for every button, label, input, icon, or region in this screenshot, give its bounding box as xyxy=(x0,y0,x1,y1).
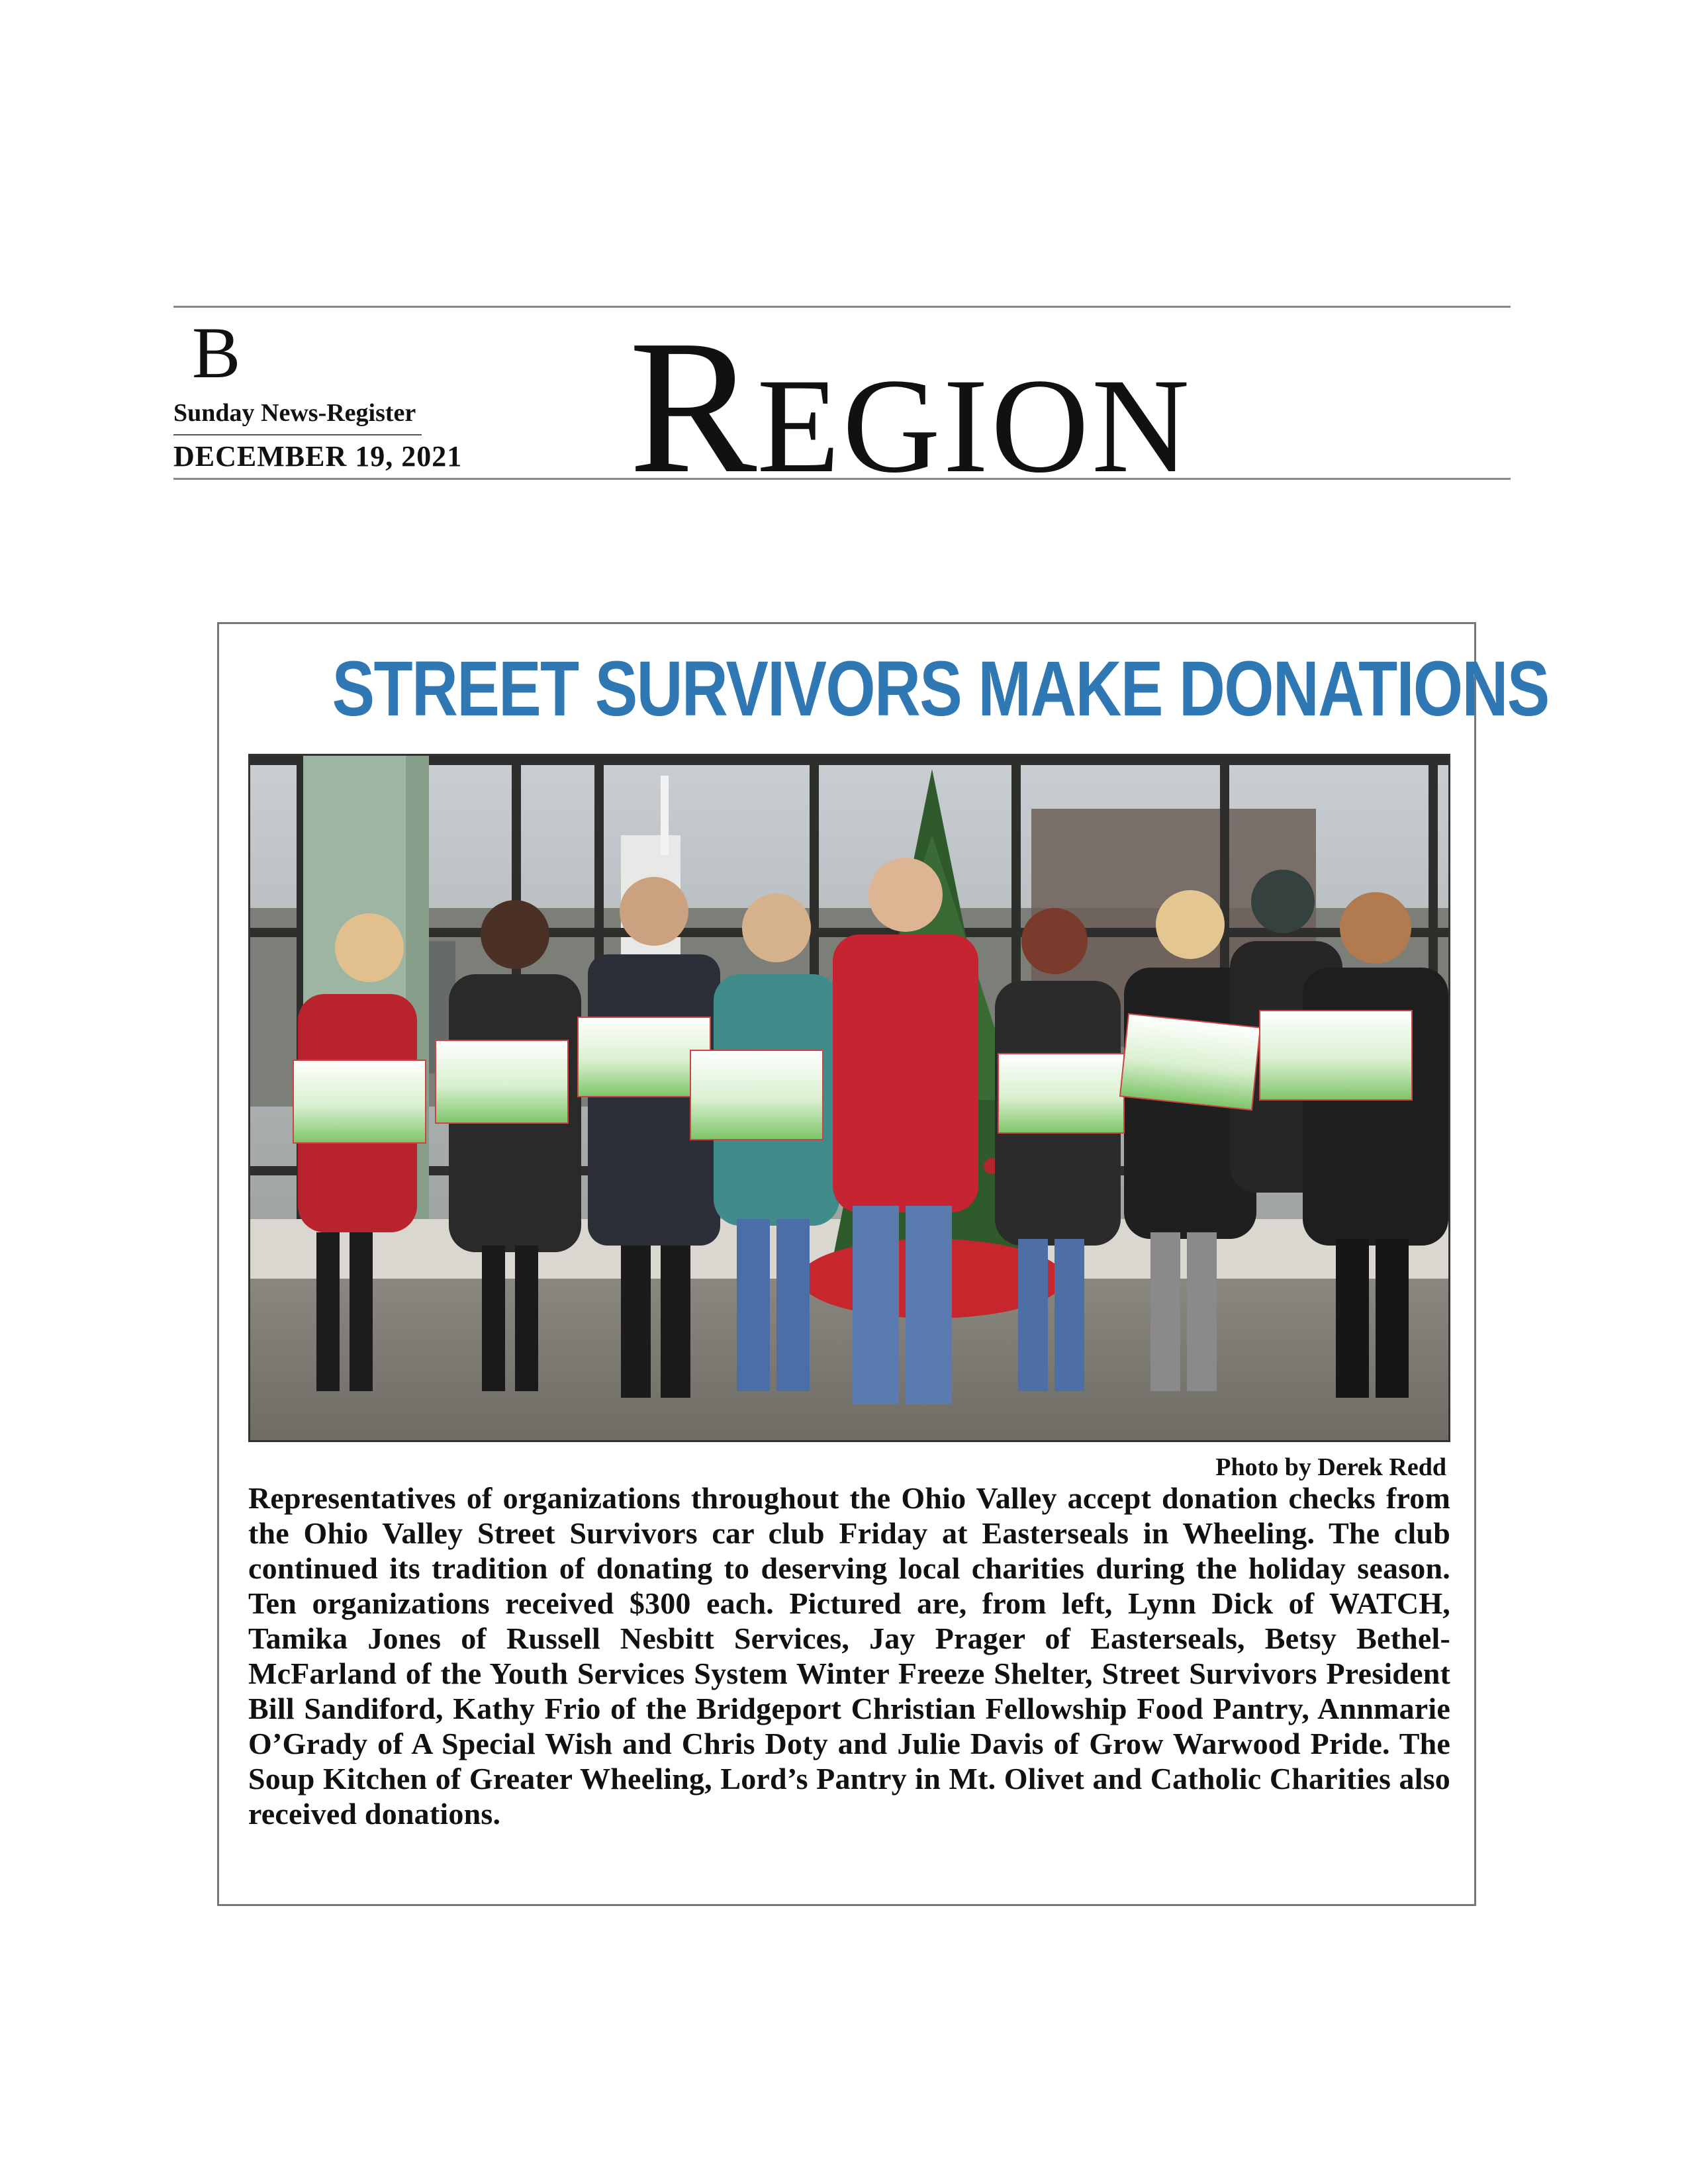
photo-credit: Photo by Derek Redd xyxy=(1215,1453,1446,1481)
article-box xyxy=(217,622,1549,1906)
section-title xyxy=(629,300,1193,513)
masthead-top-rule xyxy=(173,306,1511,308)
photo-caption: Representatives of organizations throughout the Ohio Valley accept donation checks from the Ohio Valley Street Survivors car club Friday at Easterseals in Wheeling. The club continued its tradition of donating to deserving local charities during the holiday season. Ten organizations received $300 each. Pictured are, from left, Lynn Dick of WATCH, Tamika Jones of Russell Nesbitt Services, Jay Prager of Easterseals, Betsy Bethel-McFarland of the Youth Services System Winter Freeze Shelter, Street Survivors President Bill Sandiford, Kathy Frio of the Bridgeport Christian Fellowship Food Pantry, Annmarie O’Grady of A Special Wish and Chris Doty and Julie Davis of Grow Warwood Pride. The Soup Kitchen of Greater Wheeling, Lord’s Pantry in Mt. Olivet and Catholic Charities also received donations. xyxy=(248,1481,1450,1831)
photo-illustration xyxy=(250,756,1448,1440)
publication-divider xyxy=(173,434,422,435)
article-photo xyxy=(248,754,1450,1442)
publication-date: DECEMBER 19, 2021 xyxy=(173,440,463,473)
section-title-rest: EGION xyxy=(757,351,1193,501)
publication-name: Sunday News-Register xyxy=(173,399,416,427)
article-headline: STREET SURVIVORS MAKE DONATIONS xyxy=(332,645,1549,733)
section-title-cap: R xyxy=(629,300,757,513)
masthead-bottom-rule xyxy=(173,478,1511,480)
section-letter: B xyxy=(192,312,241,393)
